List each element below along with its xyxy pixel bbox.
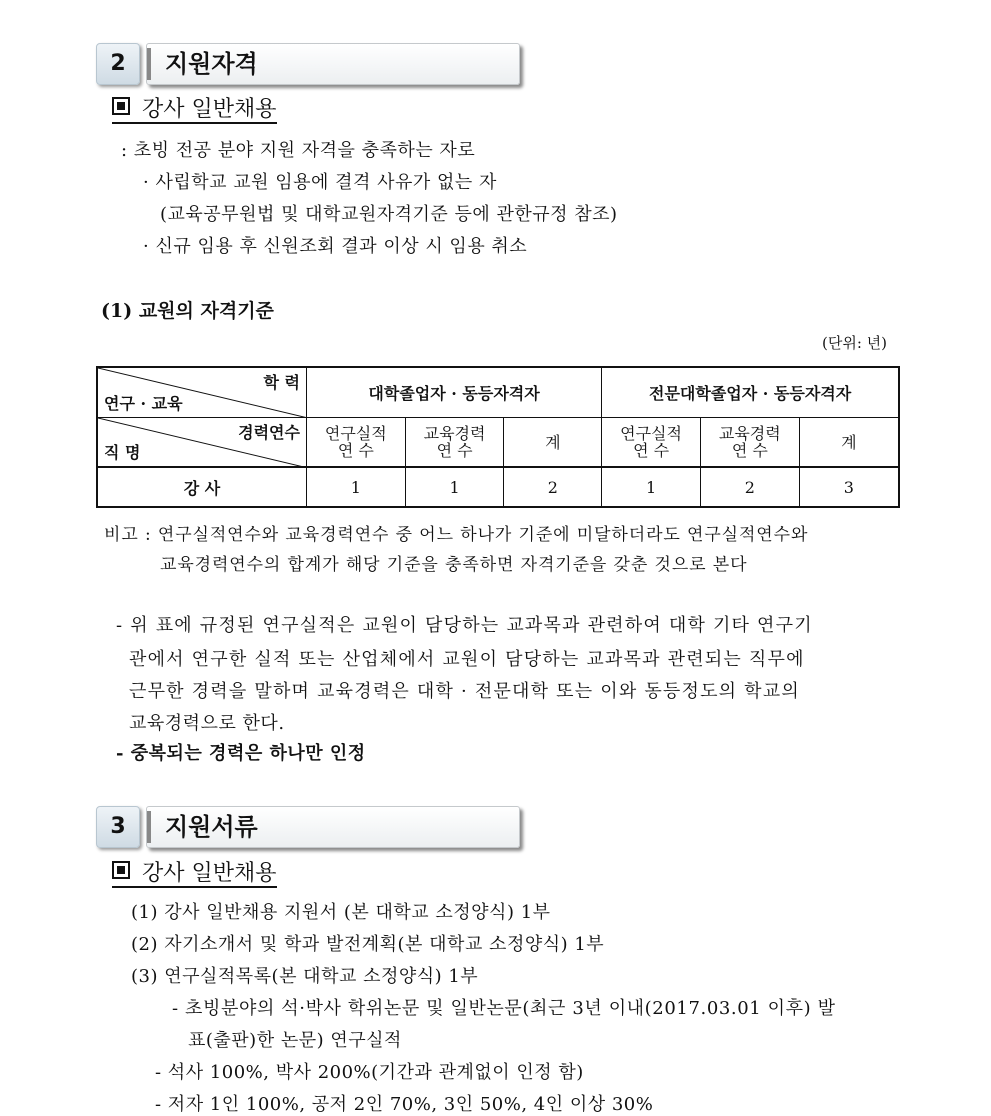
group-college-header: 전문대학졸업자 · 동등자격자 [602,367,899,417]
paragraph-line-3: 근무한 경력을 말하며 교육경력은 대학 · 전문대학 또는 이와 동등정도의 학교의 [129,681,800,702]
sub-total-2: 계 [799,417,899,467]
value-cell: 2 [504,467,602,507]
section-2-header [96,43,522,85]
remark-line-2: 교육경력연수의 합계가 해당 기준을 충족하면 자격기준을 갖춘 것으로 본다 [160,555,748,575]
section-2-subheading: 강사 일반채용 [112,92,277,123]
document-item-2: (2) 자기소개서 및 학과 발전계획(본 대학교 소정양식) 1부 [131,934,605,955]
header-research-education-label: 연구 · 교육 [104,393,183,413]
group-university-header: 대학졸업자 · 동등자격자 [306,367,601,417]
section-2-title-bar [146,43,520,85]
paragraph-line-4: 교육경력으로 한다. [129,713,285,734]
qualification-table-heading: (1) 교원의 자격기준 [101,300,274,322]
remark-line-1: 비고 : 연구실적연수와 교육경력연수 중 어느 하나가 기준에 미달하더라도 연구실적연수와 [104,525,809,545]
header-education-label: 학 력 [263,373,300,392]
duplicate-career-note: - 중복되는 경력은 하나만 인정 [116,743,366,764]
value-cell: 3 [799,467,899,507]
row-label-lecturer: 강 사 [97,467,306,507]
document-item-3-dash-1: - 석사 100%, 박사 200%(기간과 관계없이 인정 함) [155,1062,584,1083]
section-3-number: 3 [96,806,140,848]
document-item-3-sub-line-1: - 초빙분야의 석·박사 학위논문 및 일반논문(최근 3년 이내(2017.03.01 이후) 발 [172,998,836,1019]
eligibility-bullet-1-note: (교육공무원법 및 대학교원자격기준 등에 관한규정 참조) [160,204,618,225]
paragraph-line-1: - 위 표에 규정된 연구실적은 교원이 담당하는 교과목과 관련하여 대학 기타 연구기 [116,615,813,636]
section-3-title-bar [146,806,520,848]
paragraph-line-2: 관에서 연구한 실적 또는 산업체에서 교원이 담당하는 교과목과 관련되는 직무에 [129,649,805,670]
document-item-3: (3) 연구실적목록(본 대학교 소정양식) 1부 [131,966,479,987]
sub-edu-years-2: 교육경력 연 수 [700,417,799,467]
value-cell: 1 [602,467,701,507]
sub-edu-years-1: 교육경력 연 수 [405,417,504,467]
section-2-title: 지원자격 [165,50,258,78]
square-bullet-icon [112,97,130,115]
eligibility-bullet-1: · 사립학교 교원 임용에 결격 사유가 없는 자 [143,172,497,193]
value-cell: 1 [306,467,405,507]
sub-research-years-1: 연구실적 연 수 [306,417,405,467]
header-position-label: 직 명 [104,443,141,462]
document-item-3-dash-2: - 저자 1인 100%, 공저 2인 70%, 3인 50%, 4인 이상 30% [155,1094,654,1115]
header-diagonal-cell-bottom [97,417,306,467]
value-cell: 1 [405,467,504,507]
unit-label: (단위: 년) [822,334,887,352]
header-career-years-label: 경력연수 [238,422,300,442]
qualification-table [96,366,900,508]
sub-total-1: 계 [504,417,602,467]
document-item-1: (1) 강사 일반채용 지원서 (본 대학교 소정양식) 1부 [131,902,551,923]
header-diagonal-cell-top [97,367,306,417]
section-3-subheading: 강사 일반채용 [112,856,277,887]
eligibility-intro: : 초빙 전공 분야 지원 자격을 충족하는 자로 [121,140,476,161]
table-row [97,467,899,507]
section-3-title: 지원서류 [165,813,258,841]
square-bullet-icon [112,861,130,879]
section-2-number: 2 [96,43,140,85]
document-item-3-sub-line-2: 표(출판)한 논문) 연구실적 [188,1030,402,1051]
section-3-header [96,806,522,848]
value-cell: 2 [700,467,799,507]
eligibility-bullet-2: · 신규 임용 후 신원조회 결과 이상 시 임용 취소 [143,236,528,257]
sub-research-years-2: 연구실적 연 수 [602,417,701,467]
